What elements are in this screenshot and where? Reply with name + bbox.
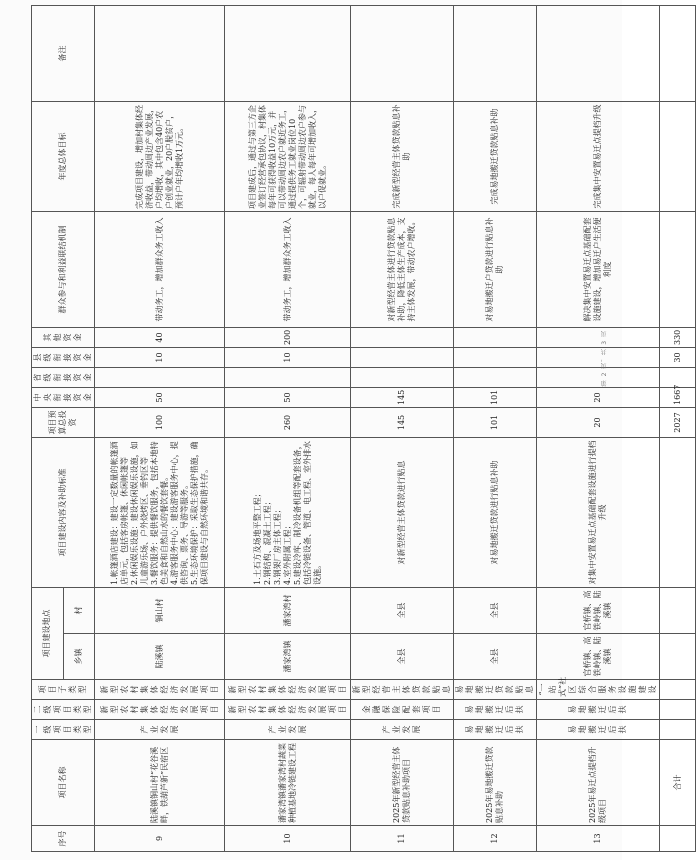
cell-type1: 产业发展 (351, 720, 454, 740)
cell-central: 145 (351, 388, 454, 408)
cell-seq: 11 (351, 826, 454, 852)
cell-benefit: 带动务工，增加群众务工收入 (95, 212, 225, 328)
cell-seq: 12 (454, 826, 537, 852)
cell-type2: 易地搬迁后扶 (454, 700, 537, 720)
cell-type2 (660, 700, 696, 720)
cell-remark (660, 6, 696, 102)
table-row (537, 6, 660, 852)
cell-province (225, 368, 351, 388)
header-goal: 年度总体目标 (32, 102, 95, 212)
cell-total: 20 (537, 408, 660, 438)
cell-name: 潘家湾镇潘家湾村蔬菜种植基地冷链建设工程 (225, 740, 351, 826)
header-type2: 二级项目类型 (32, 700, 95, 720)
table-row (95, 6, 225, 852)
cell-total: 100 (95, 408, 225, 438)
cell-total: 145 (351, 408, 454, 438)
header-type1: 一级项目类型 (32, 720, 95, 740)
cell-township: 全县 (454, 634, 537, 680)
cell-central: 50 (225, 388, 351, 408)
cell-township (660, 634, 696, 680)
cell-subtype: 新型农村集体经济发展项目 (225, 680, 351, 700)
cell-central: 101 (454, 388, 537, 408)
cell-remark (225, 6, 351, 102)
cell-village: 全县 (351, 588, 454, 634)
cell-other (537, 328, 660, 348)
cell-type1: 易地搬迁后扶 (454, 720, 537, 740)
cell-type1: 易地搬迁后扶 (537, 720, 660, 740)
table-row (454, 6, 537, 852)
cell-township: 潘家湾镇 (225, 634, 351, 680)
cell-name: 2025年易地搬迁贷款贴息补助 (454, 740, 537, 826)
totals-county: 30 (660, 348, 696, 368)
header-name: 项目名称 (32, 740, 95, 826)
cell-total: 101 (454, 408, 537, 438)
cell-other: 40 (95, 328, 225, 348)
cell-subtype: 新型经营主体贷款贴息 (351, 680, 454, 700)
cell-remark (351, 6, 454, 102)
cell-content: 1.帐篷酒店建设：建设一定数量的帐篷酒店单元，包括客房帐篷、休闲帐篷等 2.休闲娱乐设施：建设休闲娱乐设施，如儿童游乐场、户外烧烤区、垂钓区等 3.餐饮服务：提供餐饮服务，包括本地特色美食和自然山水的餐饮套餐。 4.游客服务中心：建设游客服务中心，提供咨询、票务、导游等服务。 5.生态环境保护：采取生态保护措施，确保项目建设与自然环境和谐共存。 (95, 438, 225, 588)
project-table (31, 5, 696, 852)
header-subtype: 项目子类型 (32, 680, 95, 700)
cell-content: 1.土石方及场地平整工程； 2.钢结构、混凝土工程； 3.钢架厂房主体工程； 4.室外附属工程； 5.建设冷库、制冷设备机组等配套设备，包括冷链设备、管道、电工程、室外排水设施。 (225, 438, 351, 588)
cell-benefit: 解决集中安置易迁点基础配套设施建设，增加易迁户生活便利度 (537, 212, 660, 328)
cell-benefit (660, 212, 696, 328)
cell-province (537, 368, 660, 388)
cell-goal: 完成项目建设，增加村集体经济收益，带动周边产业发展，户均增收，其中包含40户农户创业就业，20户脱贫户，预计户年均增收1万元。 (95, 102, 225, 212)
header-remark: 备注 (32, 6, 95, 102)
cell-village: 潘家湾村 (225, 588, 351, 634)
cell-type2: 金融保险配套项目 (351, 700, 454, 720)
page-number: 第 2 页，共 3 页 (601, 330, 608, 387)
cell-type2: 易地搬迁后扶 (537, 700, 660, 720)
cell-subtype: 易地搬迁贷款贴息 (454, 680, 537, 700)
totals-total: 2027 (660, 408, 696, 438)
cell-township: 陆溪镇 (95, 634, 225, 680)
cell-name: 陆溪镇铜山村“花谷溪畔，铁葫芦新”民宿区 (95, 740, 225, 826)
cell-province (351, 368, 454, 388)
cell-name: 2025年新型经营主体贷款贴息补助项目 (351, 740, 454, 826)
cell-province (454, 368, 537, 388)
cell-type1 (660, 720, 696, 740)
totals-row (660, 6, 696, 852)
cell-seq: 13 (537, 826, 660, 852)
cell-county: 10 (95, 348, 225, 368)
cell-village: 官桥镇、高铁岭镇、陆溪镇 (537, 588, 660, 634)
header-township: 乡镇 (63, 634, 95, 680)
totals-central: 1667 (660, 388, 696, 408)
cell-province (95, 368, 225, 388)
cell-other: 200 (225, 328, 351, 348)
cell-county (351, 348, 454, 368)
cell-benefit: 带动务工，增加群众务工收入 (225, 212, 351, 328)
cell-type2: 新型农村集体经济发展项目 (95, 700, 225, 720)
cell-village (660, 588, 696, 634)
header-central: 中央衔接资金 (32, 388, 95, 408)
cell-central: 50 (95, 388, 225, 408)
cell-other (454, 328, 537, 348)
cell-other (351, 328, 454, 348)
table-row (351, 6, 454, 852)
cell-subtype: “一站式”社区综合服务设施建设 (537, 680, 660, 700)
table-row (225, 6, 351, 852)
cell-seq (660, 826, 696, 852)
cell-goal: 完成新型经营主体贷款贴息补助 (351, 102, 454, 212)
header-benefit: 群众参与和利益联结机制 (32, 212, 95, 328)
cell-content: 对新型经营主体贷款进行贴息 (351, 438, 454, 588)
cell-subtype: 新型农村集体经济发展项目 (95, 680, 225, 700)
cell-content: 对易地搬迁贷款进行贴息补助 (454, 438, 537, 588)
cell-type1: 产业发展 (95, 720, 225, 740)
cell-central: 20 (537, 388, 660, 408)
cell-content (660, 438, 696, 588)
header-county: 县级衔接资金 (32, 348, 95, 368)
cell-village: 铜山村 (95, 588, 225, 634)
cell-goal (660, 102, 696, 212)
cell-benefit: 对易地搬迁户贷款进行贴息补助 (454, 212, 537, 328)
header-total: 项目预算总投资 (32, 408, 95, 438)
cell-seq: 9 (95, 826, 225, 852)
cell-goal: 项目建成后，通过与第三方企业签订经营承包协议，村集体每年可获得收益10万元，并可以带动周边农户就近务工，通过提供务工就业岗位10个，可辐射带动周边农户参与就业，每人每年可增加收入，以户促就业。 (225, 102, 351, 212)
header-province: 省级衔接资金 (32, 368, 95, 388)
cell-name: 2025年易迁点提档升级项目 (537, 740, 660, 826)
header-other: 其他资金 (32, 328, 95, 348)
cell-type2: 新型农村集体经济发展项目 (225, 700, 351, 720)
cell-remark (537, 6, 660, 102)
header-seq: 序号 (32, 826, 95, 852)
header-content: 项目建设内容及补助标准 (32, 438, 95, 588)
cell-county (537, 348, 660, 368)
cell-county (454, 348, 537, 368)
totals-other: 330 (660, 328, 696, 348)
totals-label: 合计 (660, 740, 696, 826)
cell-type1: 产业发展 (225, 720, 351, 740)
cell-township: 全县 (351, 634, 454, 680)
header-village: 村 (63, 588, 95, 634)
cell-county: 10 (225, 348, 351, 368)
cell-total: 260 (225, 408, 351, 438)
cell-content: 对集中安置易迁点基础配套设施进行提档升级 (537, 438, 660, 588)
cell-village: 全县 (454, 588, 537, 634)
cell-subtype (660, 680, 696, 700)
header-location: 项目建设地点 (32, 588, 64, 680)
cell-goal: 完成集中安置易迁点提档升级 (537, 102, 660, 212)
cell-seq: 10 (225, 826, 351, 852)
cell-remark (95, 6, 225, 102)
cell-benefit: 对新型经营主体进行贷款贴息补助，降低主体生产成本，支持主体发展，带动农户增收。 (351, 212, 454, 328)
cell-remark (454, 6, 537, 102)
cell-goal: 完成易地搬迁贷款贴息补助 (454, 102, 537, 212)
cell-township: 官桥镇、高铁岭镇、陆溪镇 (537, 634, 660, 680)
